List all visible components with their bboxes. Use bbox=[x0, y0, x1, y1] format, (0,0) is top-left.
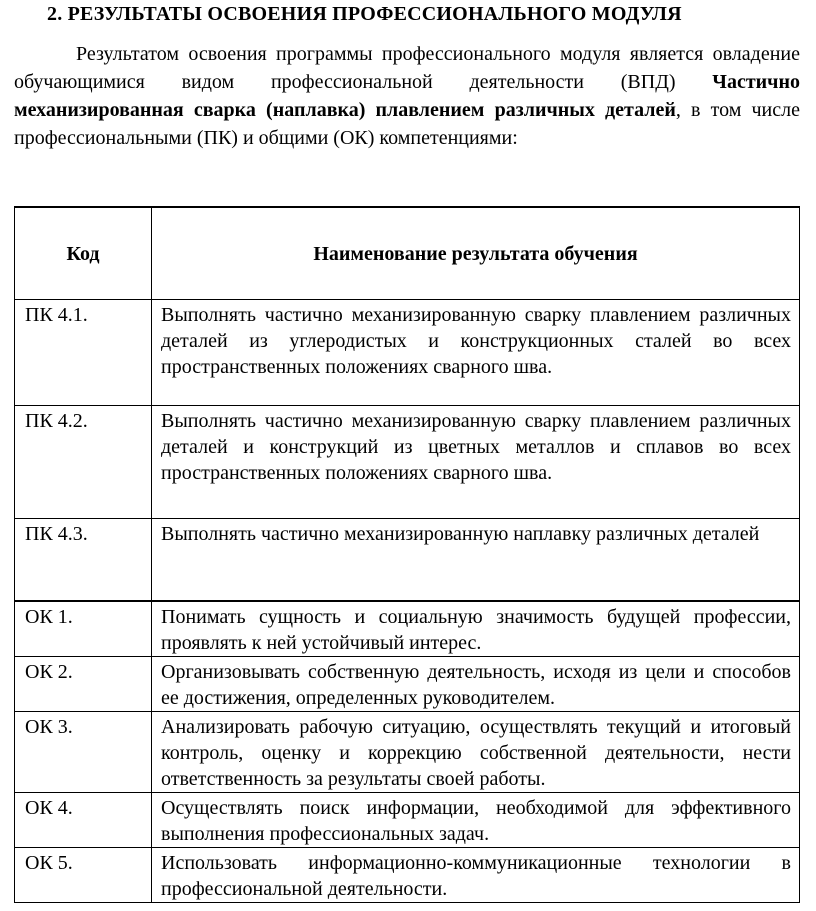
competency-description: Анализировать рабочую ситуацию, осуществлять текущий и итоговый контроль, оценку и коррекцию собственной деятельности, нести ответственность за результаты своей работы. bbox=[152, 712, 800, 793]
competency-code: ОК 4. bbox=[15, 793, 152, 848]
table-row bbox=[15, 406, 800, 519]
competency-code: ОК 1. bbox=[15, 601, 152, 657]
column-header-code: Код bbox=[15, 207, 152, 300]
table-row bbox=[15, 601, 800, 657]
competency-code: ОК 2. bbox=[15, 657, 152, 712]
table-row bbox=[15, 793, 800, 848]
competency-description: Выполнять частично механизированную наплавку различных деталей bbox=[152, 519, 800, 602]
intro-activity-type: Частично механизированная сварка (наплавка) плавлением различных деталей bbox=[14, 71, 800, 121]
competency-code: ОК 5. bbox=[15, 848, 152, 903]
column-header-result: Наименование результата обучения bbox=[152, 207, 800, 300]
section-heading: 2. РЕЗУЛЬТАТЫ ОСВОЕНИЯ ПРОФЕССИОНАЛЬНОГО МОДУЛЯ bbox=[47, 3, 682, 25]
table-row bbox=[15, 300, 800, 406]
table-row bbox=[15, 712, 800, 793]
competency-description: Организовывать собственную деятельность, исходя из цели и способов ее достижения, определенных руководителем. bbox=[152, 657, 800, 712]
competency-code: ПК 4.3. bbox=[15, 519, 152, 602]
intro-paragraph bbox=[14, 40, 800, 152]
table-row bbox=[15, 657, 800, 712]
table-row bbox=[15, 848, 800, 903]
intro-text-start: Результатом освоения программы профессионального модуля является овладение обучающимися видом профессиональной деятельности (ВПД) bbox=[14, 43, 800, 93]
competency-description: Выполнять частично механизированную сварку плавлением различных деталей из углеродистых и конструкционных сталей во всех пространственных положениях сварного шва. bbox=[152, 300, 800, 406]
competency-code: ПК 4.1. bbox=[15, 300, 152, 406]
learning-results-table bbox=[14, 206, 800, 903]
competency-code: ПК 4.2. bbox=[15, 406, 152, 519]
competency-description: Осуществлять поиск информации, необходимой для эффективного выполнения профессиональных задач. bbox=[152, 793, 800, 848]
competency-description: Использовать информационно-коммуникационные технологии в профессиональной деятельности. bbox=[152, 848, 800, 903]
table-header-row bbox=[15, 207, 800, 300]
competency-description: Понимать сущность и социальную значимость будущей профессии, проявлять к ней устойчивый интерес. bbox=[152, 601, 800, 657]
intro-text-end: , в том числе профессиональными (ПК) и общими (ОК) компетенциями: bbox=[14, 99, 800, 149]
table-row bbox=[15, 519, 800, 602]
competency-description: Выполнять частично механизированную сварку плавлением различных деталей и конструкций из цветных металлов и сплавов во всех пространственных положениях сварного шва. bbox=[152, 406, 800, 519]
competency-code: ОК 3. bbox=[15, 712, 152, 793]
